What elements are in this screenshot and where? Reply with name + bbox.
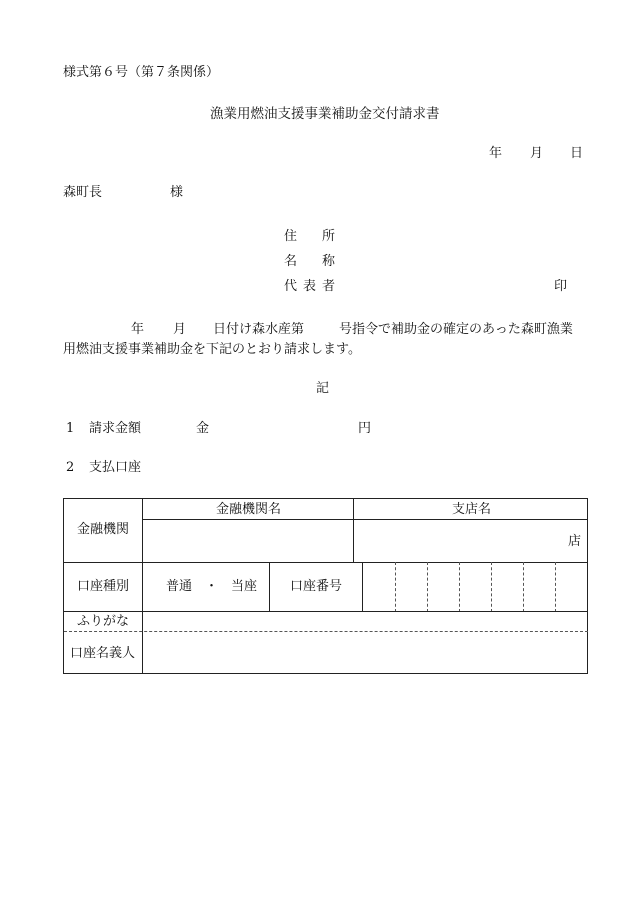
table-rule xyxy=(362,562,363,612)
holder-label: 口座名義人 xyxy=(70,646,136,661)
item2-number: 2 xyxy=(66,460,75,475)
table-rule xyxy=(64,562,588,563)
account-type-label: 口座種別 xyxy=(77,579,130,594)
address-label-2: 所 xyxy=(322,229,336,244)
seal-mark: 印 xyxy=(554,279,568,294)
rep-label-2: 表 xyxy=(303,279,317,294)
item2-label: 支払口座 xyxy=(89,460,142,475)
digit-divider xyxy=(491,562,492,612)
item1-yen: 円 xyxy=(358,421,372,436)
addressee-name: 森町長 xyxy=(63,185,103,200)
table-rule xyxy=(353,499,354,563)
document-title: 漁業用燃油支援事業補助金交付請求書 xyxy=(210,106,440,122)
branch-suffix: 店 xyxy=(568,534,582,549)
body-line2: 用燃油支援事業補助金を下記のとおり請求します。 xyxy=(63,342,361,357)
digit-divider xyxy=(523,562,524,612)
item1-number: 1 xyxy=(66,421,75,436)
form-number: 様式第６号（第７条関係） xyxy=(63,65,220,80)
date-month: 月 xyxy=(530,146,544,161)
address-label-1: 住 xyxy=(284,229,298,244)
account-number-label: 口座番号 xyxy=(290,579,343,594)
date-day: 日 xyxy=(570,146,584,161)
table-rule xyxy=(142,519,588,520)
body-month: 月 xyxy=(173,322,187,337)
rep-label-3: 者 xyxy=(322,279,336,294)
institution-label: 金融機関 xyxy=(77,522,130,537)
rep-label-1: 代 xyxy=(284,279,298,294)
furigana-divider xyxy=(64,631,588,632)
digit-divider xyxy=(395,562,396,612)
body-line1-rest: 号指令で補助金の確定のあった森町漁業 xyxy=(339,322,573,337)
furigana-label: ふりがな xyxy=(77,614,130,629)
item1-label: 請求金額 xyxy=(89,421,142,436)
table-rule xyxy=(269,562,270,612)
table-rule xyxy=(142,499,143,673)
account-type-options: 普通 ・ 当座 xyxy=(166,579,258,594)
item1-kin: 金 xyxy=(196,421,210,436)
name-label-2: 称 xyxy=(322,254,336,269)
institution-name-header: 金融機関名 xyxy=(216,502,282,517)
digit-divider xyxy=(555,562,556,612)
account-table xyxy=(63,498,588,674)
body-year: 年 xyxy=(131,322,145,337)
name-label-1: 名 xyxy=(284,254,298,269)
digit-divider xyxy=(427,562,428,612)
digit-divider xyxy=(459,562,460,612)
branch-header: 支店名 xyxy=(452,502,492,517)
ki-mark: 記 xyxy=(316,381,330,396)
addressee-honorific: 様 xyxy=(170,185,184,200)
date-year: 年 xyxy=(489,146,503,161)
body-date-ref: 日付け森水産第 xyxy=(213,322,305,337)
table-rule xyxy=(64,611,588,612)
